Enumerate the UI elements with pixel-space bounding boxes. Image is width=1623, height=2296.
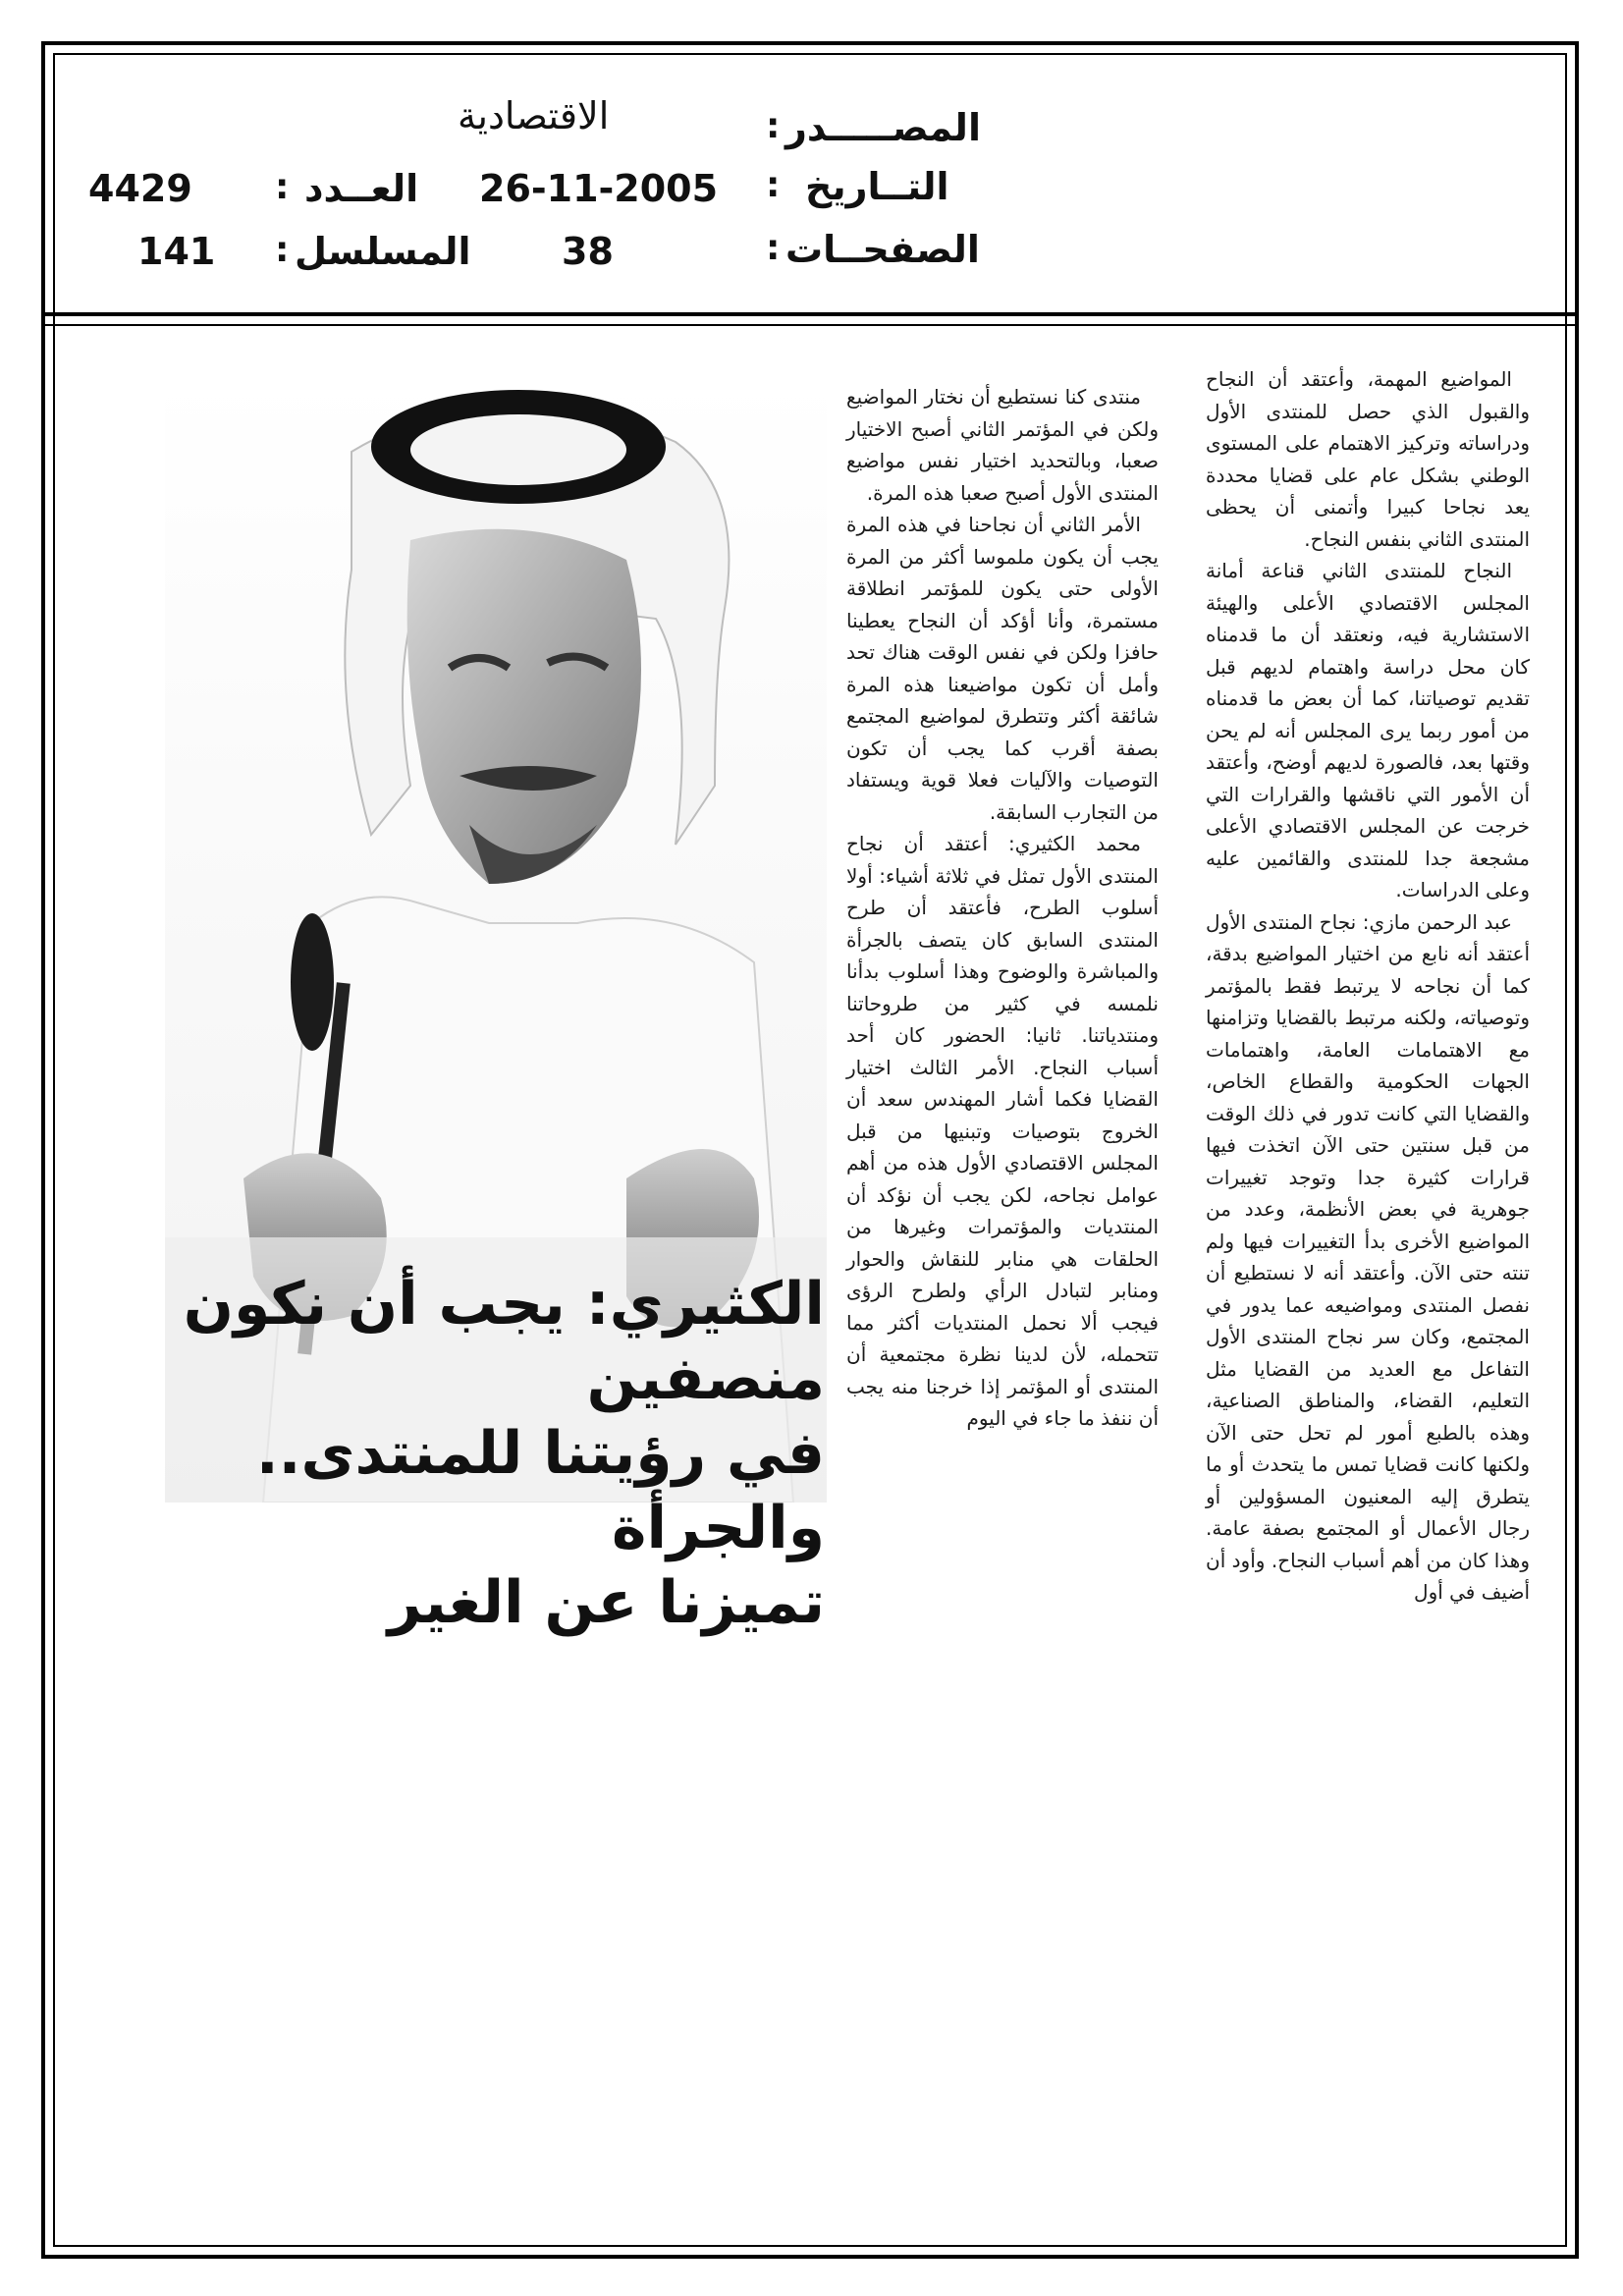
paragraph: عبد الرحمن مازي: نجاح المنتدى الأول أعتقد أنه نابع من اختيار المواضيع بدقة، كما أن نجاحه لا يرتبط فقط بالمؤتمر وتوصياته، ولكنه مرتبط بالقضايا وتزامنها مع الاهتمامات العامة، واهتمامات الجهات الحكومية والقطاع الخاص، والقضايا التي كانت تدور في ذلك الوقت من قبل سنتين حتى الآن اتخذت فيها قرارات كثيرة جدا وتوجد تغييرات جوهرية في بعض الأنظمة، وعدد من المواضيع الأخرى بدأ التغييرات فيها ولم تنته حتى الآن. وأعتقد أنه لا نستطيع أن نفصل المنتدى ومواضيعه عما يدور في المجتمع، وكان سر نجاح المنتدى الأول التفاعل مع العديد من القضايا مثل التعليم، القضاء، والمناطق الصناعية، وهذه بالطبع أمور لم تحل حتى الآن ولكنها كانت قضايا تمس ما يتحدث أو ما يتطرق إليه المعنيون المسؤولين أو رجال الأعمال أو المجتمع بصفة عامة. وهذا كان من أهم أسباب النجاح. وأود أن أضيف في أول xyxy=(1206,909,1530,1604)
headline-line-1: الكثيري: يجب أن نكون منصفين xyxy=(183,1270,825,1413)
date-colon: : xyxy=(766,165,781,205)
paragraph: محمد الكثيري: أعتقد أن نجاح المنتدى الأول تمثل في ثلاثة أشياء: أولا أسلوب الطرح، فأعتقد أن طرح المنتدى السابق كان يتصف بالجرأة والمباشرة والوضوح وهذا أسلوب بدأنا نلمسه في كثير من طروحاتنا ومنتدياتنا. ثانيا: الحضور كان أحد أسباب النجاح. الأمر الثالث اختيار القضايا فكما أشار المهندس سعد أن الخروج بتوصيات وتبنيها من قبل المجلس الاقتصادي الأول هذه من أهم عوامل نجاحه، لكن يجب أن نؤكد أن المنتديات والمؤتمرات وغيرها من الحلقات هي منابر للنقاش والحوار ومنابر لتبادل الرأي ولطرح الرؤى فيجب ألا نحمل المنتديات أكثر مما تتحمله، لأن لدينا نظرة مجتمعية أن المنتدى أو المؤتمر إذا خرجنا منه يجب أن ننفذ ما جاء في اليوم xyxy=(846,832,1159,1430)
pages-colon: : xyxy=(766,228,781,268)
issue-colon: : xyxy=(275,167,290,207)
article-column-right xyxy=(1206,363,1530,1609)
paragraph: المواضيع المهمة، وأعتقد أن النجاح والقبول الذي حصل للمنتدى الأول ودراساته وتركيز الاهتمام على المستوى الوطني بشكل عام على قضايا محددة يعد نجاحا كبيرا وأتمنى أن يحظى المنتدى الثاني بنفس النجاح. xyxy=(1206,367,1530,551)
header-divider xyxy=(41,312,1579,316)
issue-value: 4429 xyxy=(88,167,192,210)
source-value: الاقتصادية xyxy=(458,94,610,137)
date-label: التــاريخ xyxy=(805,165,949,208)
headline-line-2: في رؤيتنا للمنتدى.. والجرأة xyxy=(255,1419,825,1562)
serial-colon: : xyxy=(275,230,290,270)
date-value: 26-11-2005 xyxy=(479,167,719,210)
header-divider-thin xyxy=(41,324,1579,326)
source-colon: : xyxy=(766,106,781,146)
serial-label: المسلسل xyxy=(295,230,471,273)
headline-line-3: تميزنا عن الغير xyxy=(387,1568,825,1637)
pages-label: الصفحــات xyxy=(785,228,980,271)
source-label: المصـــــدر xyxy=(785,106,981,149)
article-column-middle xyxy=(846,381,1159,1435)
serial-value: 141 xyxy=(137,230,216,273)
paragraph: منتدى كنا نستطيع أن نختار المواضيع ولكن في المؤتمر الثاني أصبح الاختيار صعبا، وبالتحديد اختيار نفس مواضيع المنتدى الأول أصبح صعبا هذه المرة. xyxy=(846,385,1159,505)
pages-value: 38 xyxy=(562,230,614,273)
paragraph: الأمر الثاني أن نجاحنا في هذه المرة يجب أن يكون ملموسا أكثر من المرة الأولى حتى يكون للمؤتمر انطلاقة مستمرة، وأنا أؤكد أن النجاح يعطينا حافزا ولكن في نفس الوقت هناك تحد وأمل أن تكون مواضيعنا هذه المرة شائقة أكثر وتتطرق لمواضيع المجتمع بصفة أقرب كما يجب أن تكون التوصيات والآليات فعلا قوية ويستفاد من التجارب السابقة. xyxy=(846,513,1159,824)
issue-label: العــدد xyxy=(304,167,419,210)
paragraph: النجاح للمنتدى الثاني قناعة أمانة المجلس الاقتصادي الأعلى والهيئة الاستشارية فيه، ونعتقد أن ما قدمناه كان محل دراسة واهتمام لديهم قبل تقديم توصياتنا، كما أن بعض ما قدمناه من أمور ربما يرى المجلس أنه لم يحن وقتها بعد، فالصورة لديهم أوضح، وأعتقد أن الأمور التي ناقشها والقرارات التي خرجت عن المجلس الاقتصادي الأعلى مشجعة جدا للمنتدى والقائمين عليه وعلى الدراسات. xyxy=(1206,559,1530,902)
article-headline xyxy=(177,1267,825,1640)
